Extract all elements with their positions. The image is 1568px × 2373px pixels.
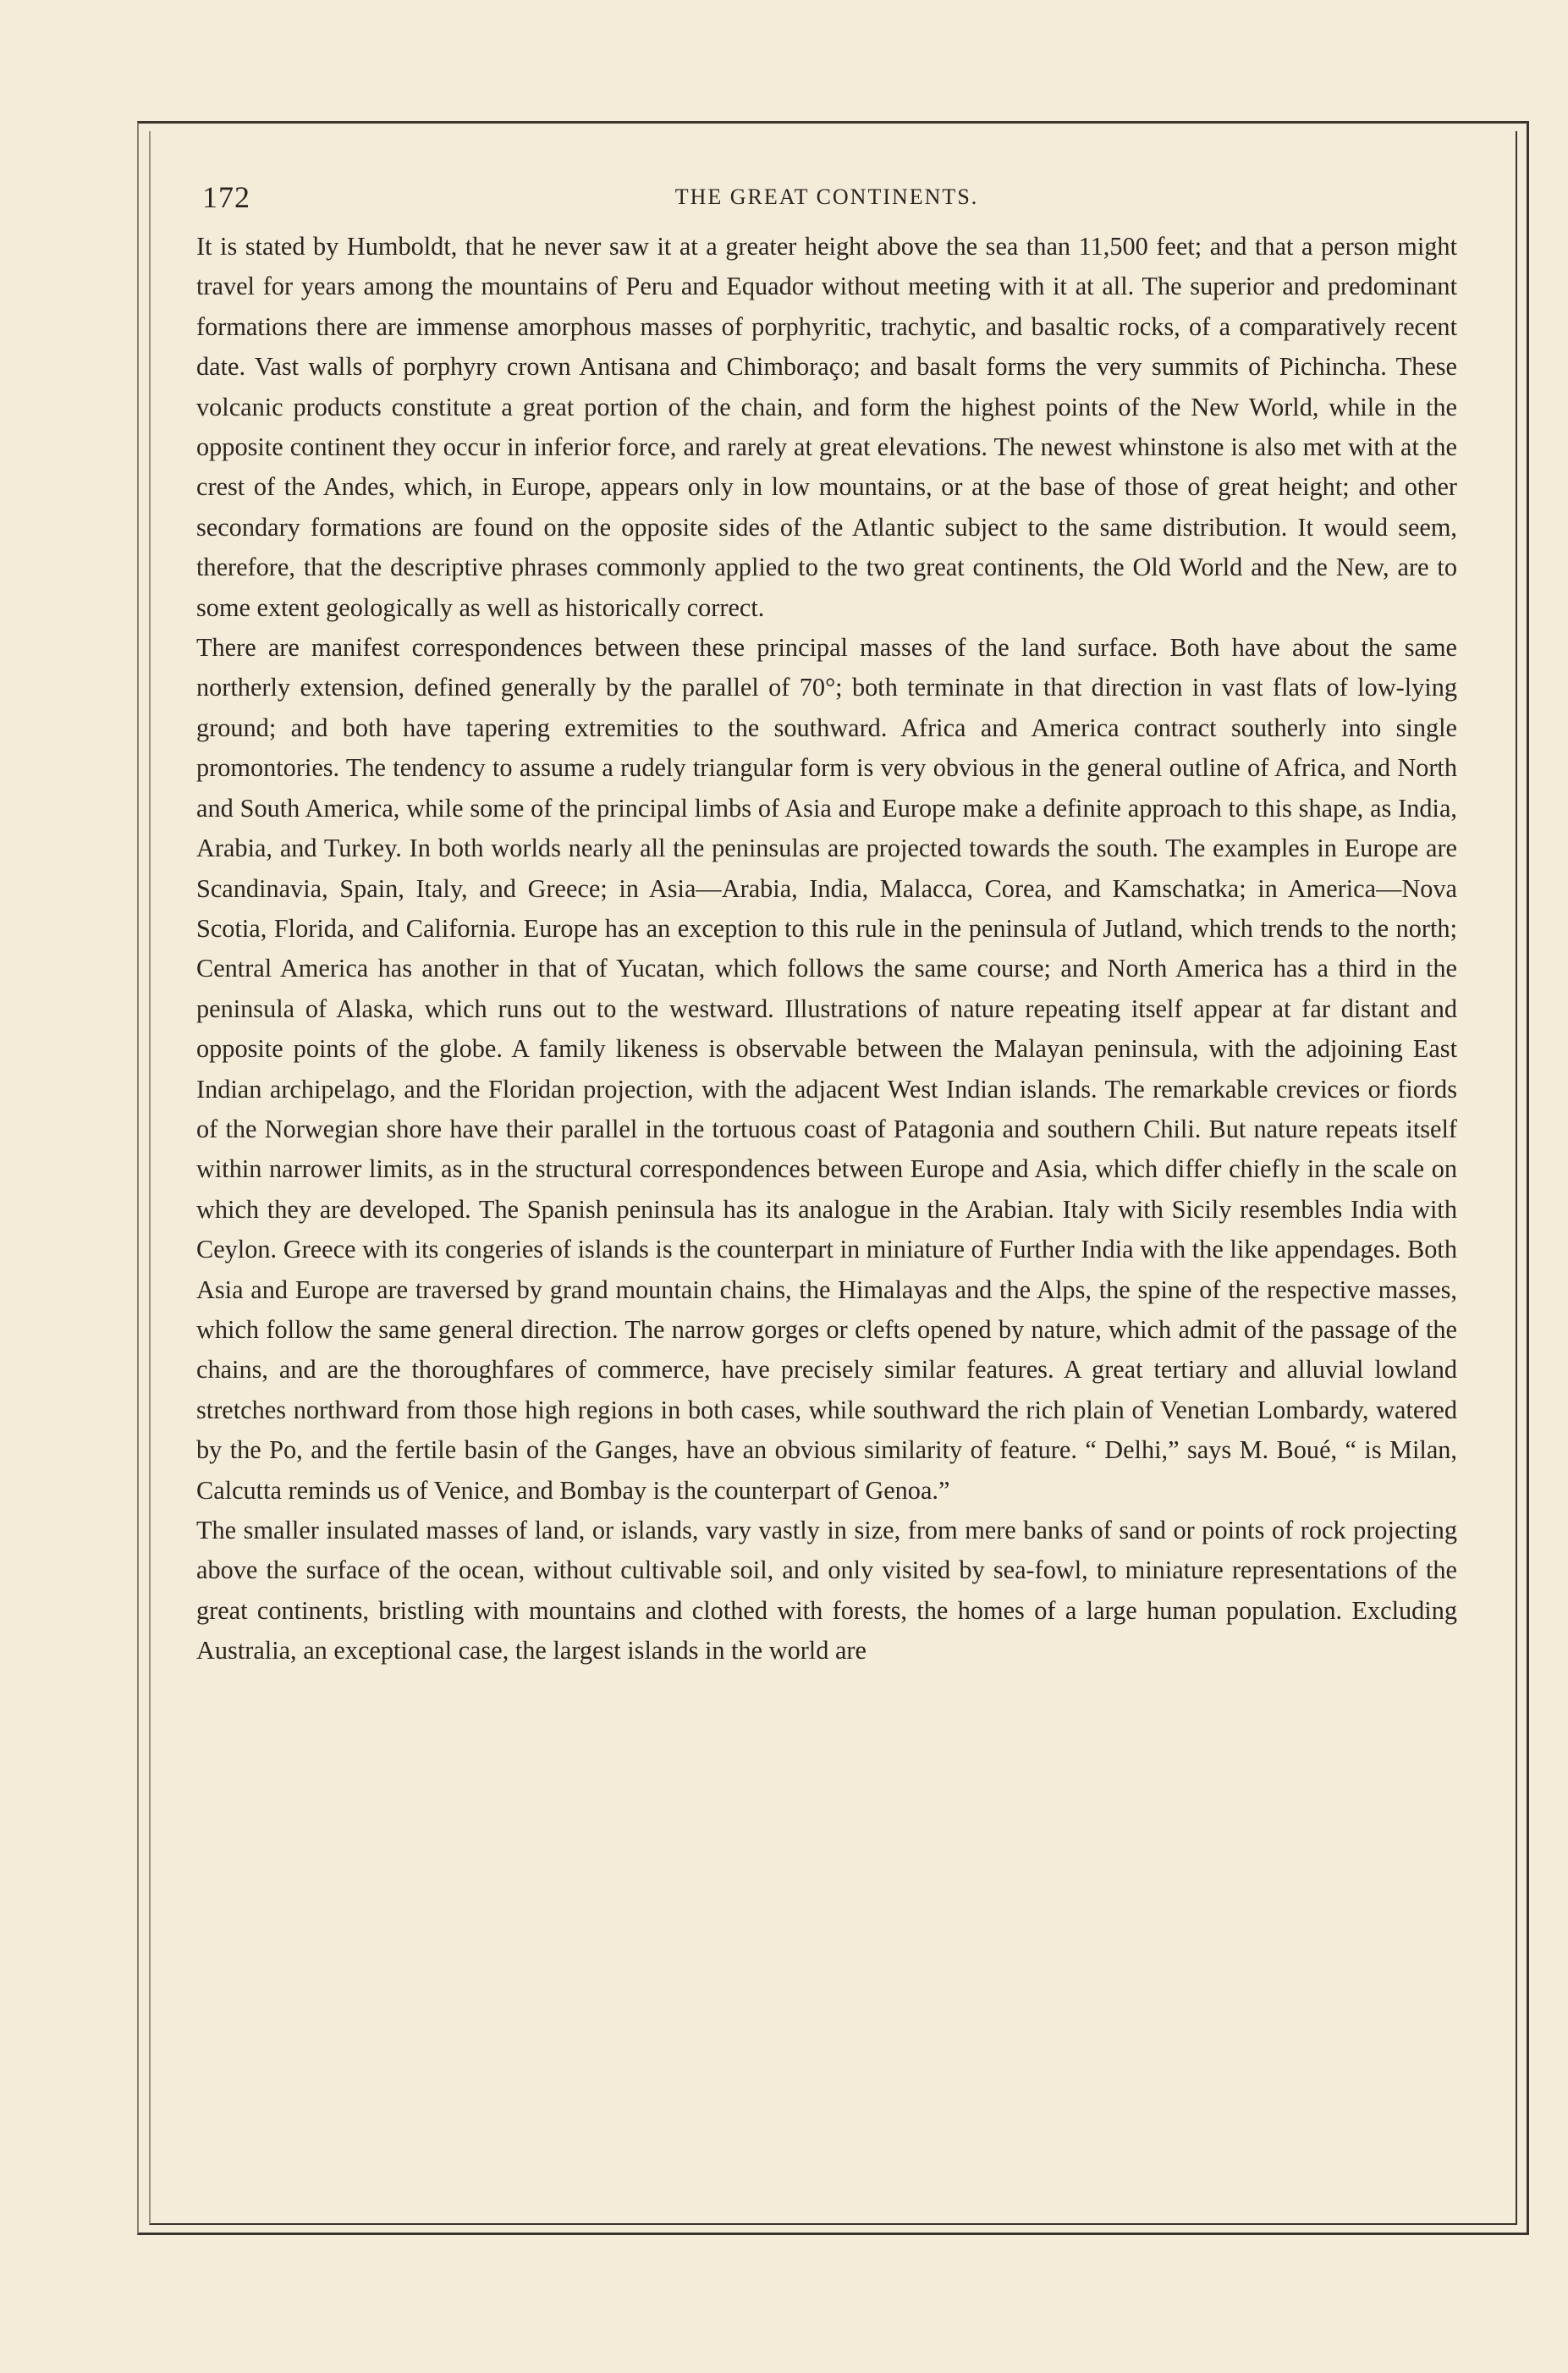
running-title: THE GREAT CONTINENTS. xyxy=(674,184,979,209)
book-page xyxy=(196,179,1457,2194)
body-text xyxy=(196,227,1457,1671)
running-head xyxy=(196,179,1457,220)
paragraph-correspondences: There are manifest correspondences between these principal masses of the land surface. Both have about the same northerly extension, defined generally by the parallel of 70°; both terminate in that direction in vast flats of low-lying ground; and both have tapering extremities to the southward. Africa and America contract southerly into single promontories. The tendency to assume a rudely triangular form is very obvious in the general outline of Africa, and North and South America, while some of the principal limbs of Asia and Europe make a definite approach to this shape, as India, Arabia, and Turkey. In both worlds nearly all the peninsulas are projected towards the south. The examples in Europe are Scandinavia, Spain, Italy, and Greece; in Asia—Arabia, India, Malacca, Corea, and Kamschatka; in America—Nova Scotia, Florida, and California. Europe has an exception to this rule in the peninsula of Jutland, which trends to the north; Central America has another in that of Yucatan, which follows the same course; and North America has a third in the peninsula of Alaska, which runs out to the westward. Illustrations of nature repeating itself appear at far distant and opposite points of the globe. A family likeness is observable between the Malayan peninsula, with the adjoining East Indian archipelago, and the Floridan projection, with the adjacent West Indian islands. The remarkable crevices or fiords of the Norwegian shore have their parallel in the tortuous coast of Patagonia and southern Chili. But nature repeats itself within narrower limits, as in the structural correspondences between Europe and Asia, which differ chiefly in the scale on which they are developed. The Spanish peninsula has its analogue in the Arabian. Italy with Sicily resembles India with Ceylon. Greece with its congeries of islands is the counterpart in miniature of Further India with the like appendages. Both Asia and Europe are traversed by grand mountain chains, the Himalayas and the Alps, the spine of the respective masses, which follow the same general direction. The narrow gorges or clefts opened by nature, which admit of the passage of the chains, and are the thoroughfares of commerce, have precisely similar features. A great tertiary and alluvial lowland stretches northward from those high regions in both cases, while southward the rich plain of Venetian Lombardy, watered by the Po, and the fertile basin of the Ganges, have an obvious similarity of feature. “ Delhi,” says M. Boué, “ is Milan, Calcutta reminds us of Venice, and Bombay is the counterpart of Genoa.” xyxy=(196,633,1457,1505)
paragraph-islands: The smaller insulated masses of land, or islands, vary vastly in size, from mere banks of sand or points of rock projecting above the surface of the ocean, without cultivable soil, and only visited by sea-fowl, to miniature representations of the great continents, bristling with mountains and clothed with forests, the homes of a large human population. Excluding Australia, an exceptional case, the largest islands in the world are xyxy=(196,1516,1457,1666)
paragraph-humboldt: It is stated by Humboldt, that he never saw it at a greater height above the sea than 11,500 feet; and that a person might travel for years among the mountains of Peru and Equador without meeting with it at all. The superior and predominant formations there are immense amorphous masses of porphyritic, trachytic, and basaltic rocks, of a comparatively recent date. Vast walls of porphyry crown Antisana and Chimboraço; and basalt forms the very summits of Pichincha. These volcanic products constitute a great portion of the chain, and form the highest points of the New World, while in the opposite continent they occur in inferior force, and rarely at great elevations. The newest whinstone is also met with at the crest of the Andes, which, in Europe, appears only in low mountains, or at the base of those of great height; and other secondary formations are found on the opposite sides of the Atlantic subject to the same distribution. It would seem, therefore, that the descriptive phrases commonly applied to the two great continents, the Old World and the New, are to some extent geologically as well as historically correct. xyxy=(196,232,1457,622)
page-number: 172 xyxy=(202,180,250,214)
